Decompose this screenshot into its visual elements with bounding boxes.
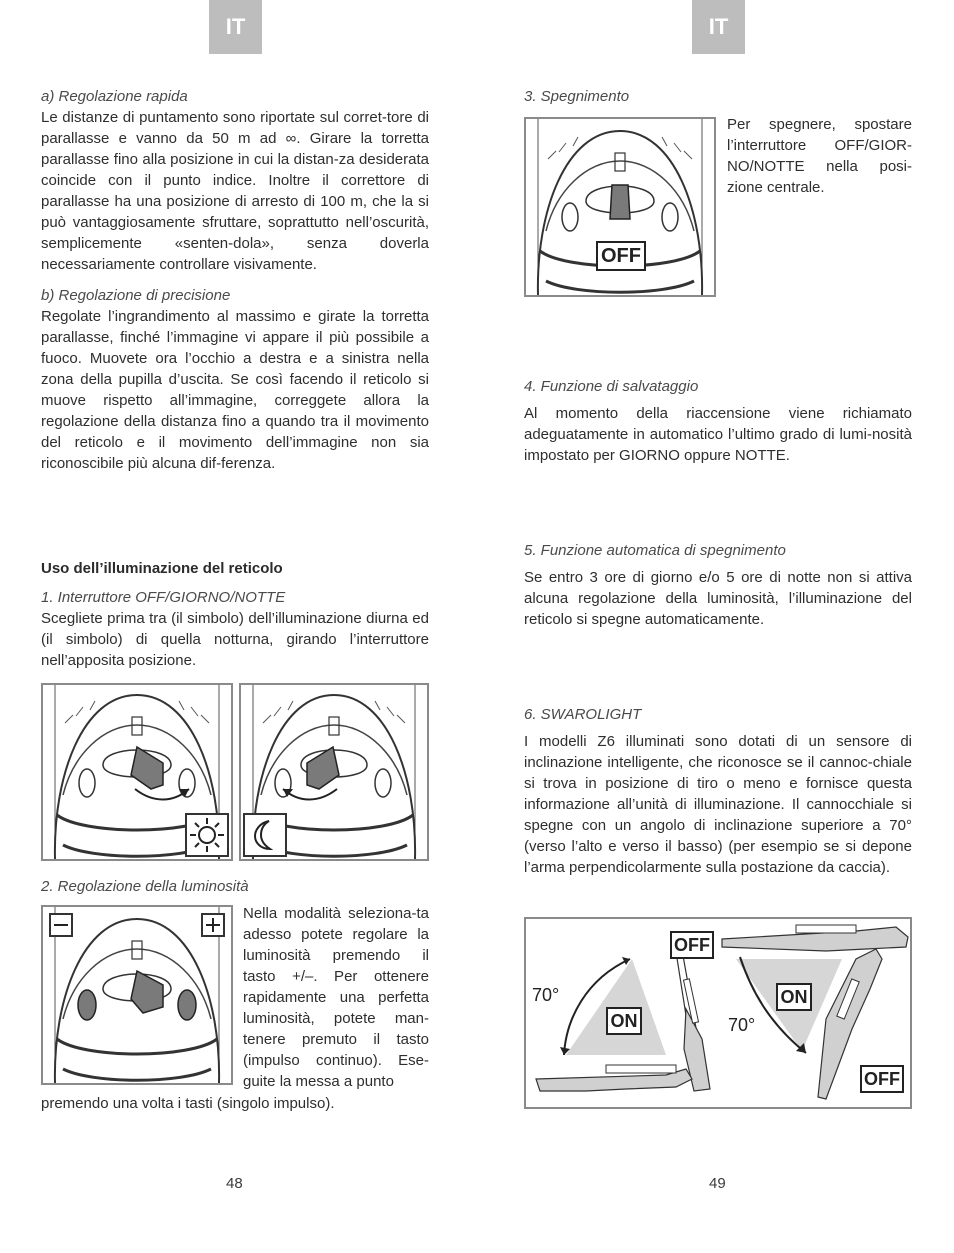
brightness-title: 2. Regolazione della luminosità bbox=[41, 878, 249, 895]
brightness-text: Nella modalità seleziona-ta adesso potete regolare la luminosità premendo il tasto +/–. Per ottenere rapidamente una perfetta luminosità, potete man-tenere premuto il tasto (impulso continuo). Ese-guite la messa a punto bbox=[243, 905, 429, 1090]
auto-off-text: Se entro 3 ore di giorno e/o 5 ore di notte non si attiva alcuna regolazione della luminosità, l’illuminazione del reticolo si spegne automaticamente. bbox=[524, 569, 912, 628]
figure-brightness bbox=[41, 905, 233, 1085]
language-tab-left: IT bbox=[209, 0, 262, 54]
figure-day-switch bbox=[41, 683, 233, 861]
illumination-section bbox=[41, 558, 429, 671]
shutdown-text: Per spegnere, spostare l’interruttore OFF/GIOR-NO/NOTTE nella posi-zione centrale. bbox=[727, 116, 912, 196]
figure-night-switch bbox=[239, 683, 429, 861]
save-function-text: Al momento della riaccensione viene richiamato adeguatamente in automatico l’ultimo grado di lumi-nosità impostato per GIORNO oppure NOTTE. bbox=[524, 405, 912, 464]
angle-label-left: 70° bbox=[532, 985, 560, 1005]
figure-off-switch bbox=[524, 117, 716, 297]
angle-label-right: 70° bbox=[728, 1015, 756, 1035]
off-badge-left: OFF bbox=[670, 931, 714, 959]
on-badge-left: ON bbox=[606, 1007, 642, 1035]
precision-adjust-title: b) Regolazione di precisione bbox=[41, 287, 231, 304]
save-function-title: 4. Funzione di salvataggio bbox=[524, 378, 699, 395]
minus-icon bbox=[49, 913, 73, 937]
off-badge: OFF bbox=[596, 241, 646, 271]
shutdown-title: 3. Spegnimento bbox=[524, 88, 630, 105]
figure-swarolight bbox=[524, 917, 912, 1109]
off-badge-right: OFF bbox=[860, 1065, 904, 1093]
page-number-right: 49 bbox=[709, 1175, 726, 1192]
left-page bbox=[41, 86, 429, 474]
switch-title: 1. Interruttore OFF/GIORNO/NOTTE bbox=[41, 589, 286, 606]
page-number-left: 48 bbox=[226, 1175, 243, 1192]
quick-adjust-title: a) Regolazione rapida bbox=[41, 88, 188, 105]
quick-adjust-text: Le distanze di puntamento sono riportate sul corret-tore di parallasse e vanno da 50 m ad ∞. Girare la torretta parallasse fino alla posizione in cui la distan-za desiderata coincide con il punto indice. Inoltre il correttore di parallasse ha una posizione di arresto di 100 m, che la si può vantaggiosamente sfruttare, soprattutto nell’oscurità, semplicemente «senten-dola», senza doverla necessariamente controllare visivamente. bbox=[41, 109, 429, 273]
swarolight-text: I modelli Z6 illuminati sono dotati di un sensore di inclinazione intelligente, che riconosce se il cannoc-chiale si trova in posizione di tiro o meno e fornisce questa informazione all’unità di illuminazione. Il cannocchiale si spegne con un angolo di inclinazione superiore a 70° (verso l’alto e verso il basso) (per esempio se si depone l’arma perpendicolarmente sulla postazione da caccia). bbox=[524, 733, 912, 876]
language-tab-right: IT bbox=[692, 0, 745, 54]
brightness-text-tail: premendo una volta i tasti (singolo impulso). bbox=[41, 1095, 335, 1112]
on-badge-right: ON bbox=[776, 983, 812, 1011]
swarolight-title: 6. SWAROLIGHT bbox=[524, 706, 642, 723]
rifle-tilt-drawing bbox=[526, 919, 910, 1107]
switch-text: Scegliete prima tra (il simbolo) dell’illuminazione diurna ed (il simbolo) di quella notturna, girando l’interruttore nell’apposita posizione. bbox=[41, 610, 429, 669]
auto-off-title: 5. Funzione automatica di spegnimento bbox=[524, 542, 786, 559]
plus-icon bbox=[201, 913, 225, 937]
illumination-heading: Uso dell’illuminazione del reticolo bbox=[41, 560, 283, 577]
sun-icon bbox=[185, 813, 229, 857]
precision-adjust-text: Regolate l’ingrandimento al massimo e girate la torretta parallasse, finché l’immagine vi appare il più possibile a fuoco. Muovete ora l’occhio a destra e a sinistra nella zona della pupilla d’uscita. Se così facendo il reticolo si muove rispetto all’immagine, correggete allora la regolazione della distanza fino a quando tra il movimento del reticolo e il movimento dell’immagine non sia riconoscibile più alcuna dif-ferenza. bbox=[41, 308, 429, 472]
moon-icon bbox=[243, 813, 287, 857]
